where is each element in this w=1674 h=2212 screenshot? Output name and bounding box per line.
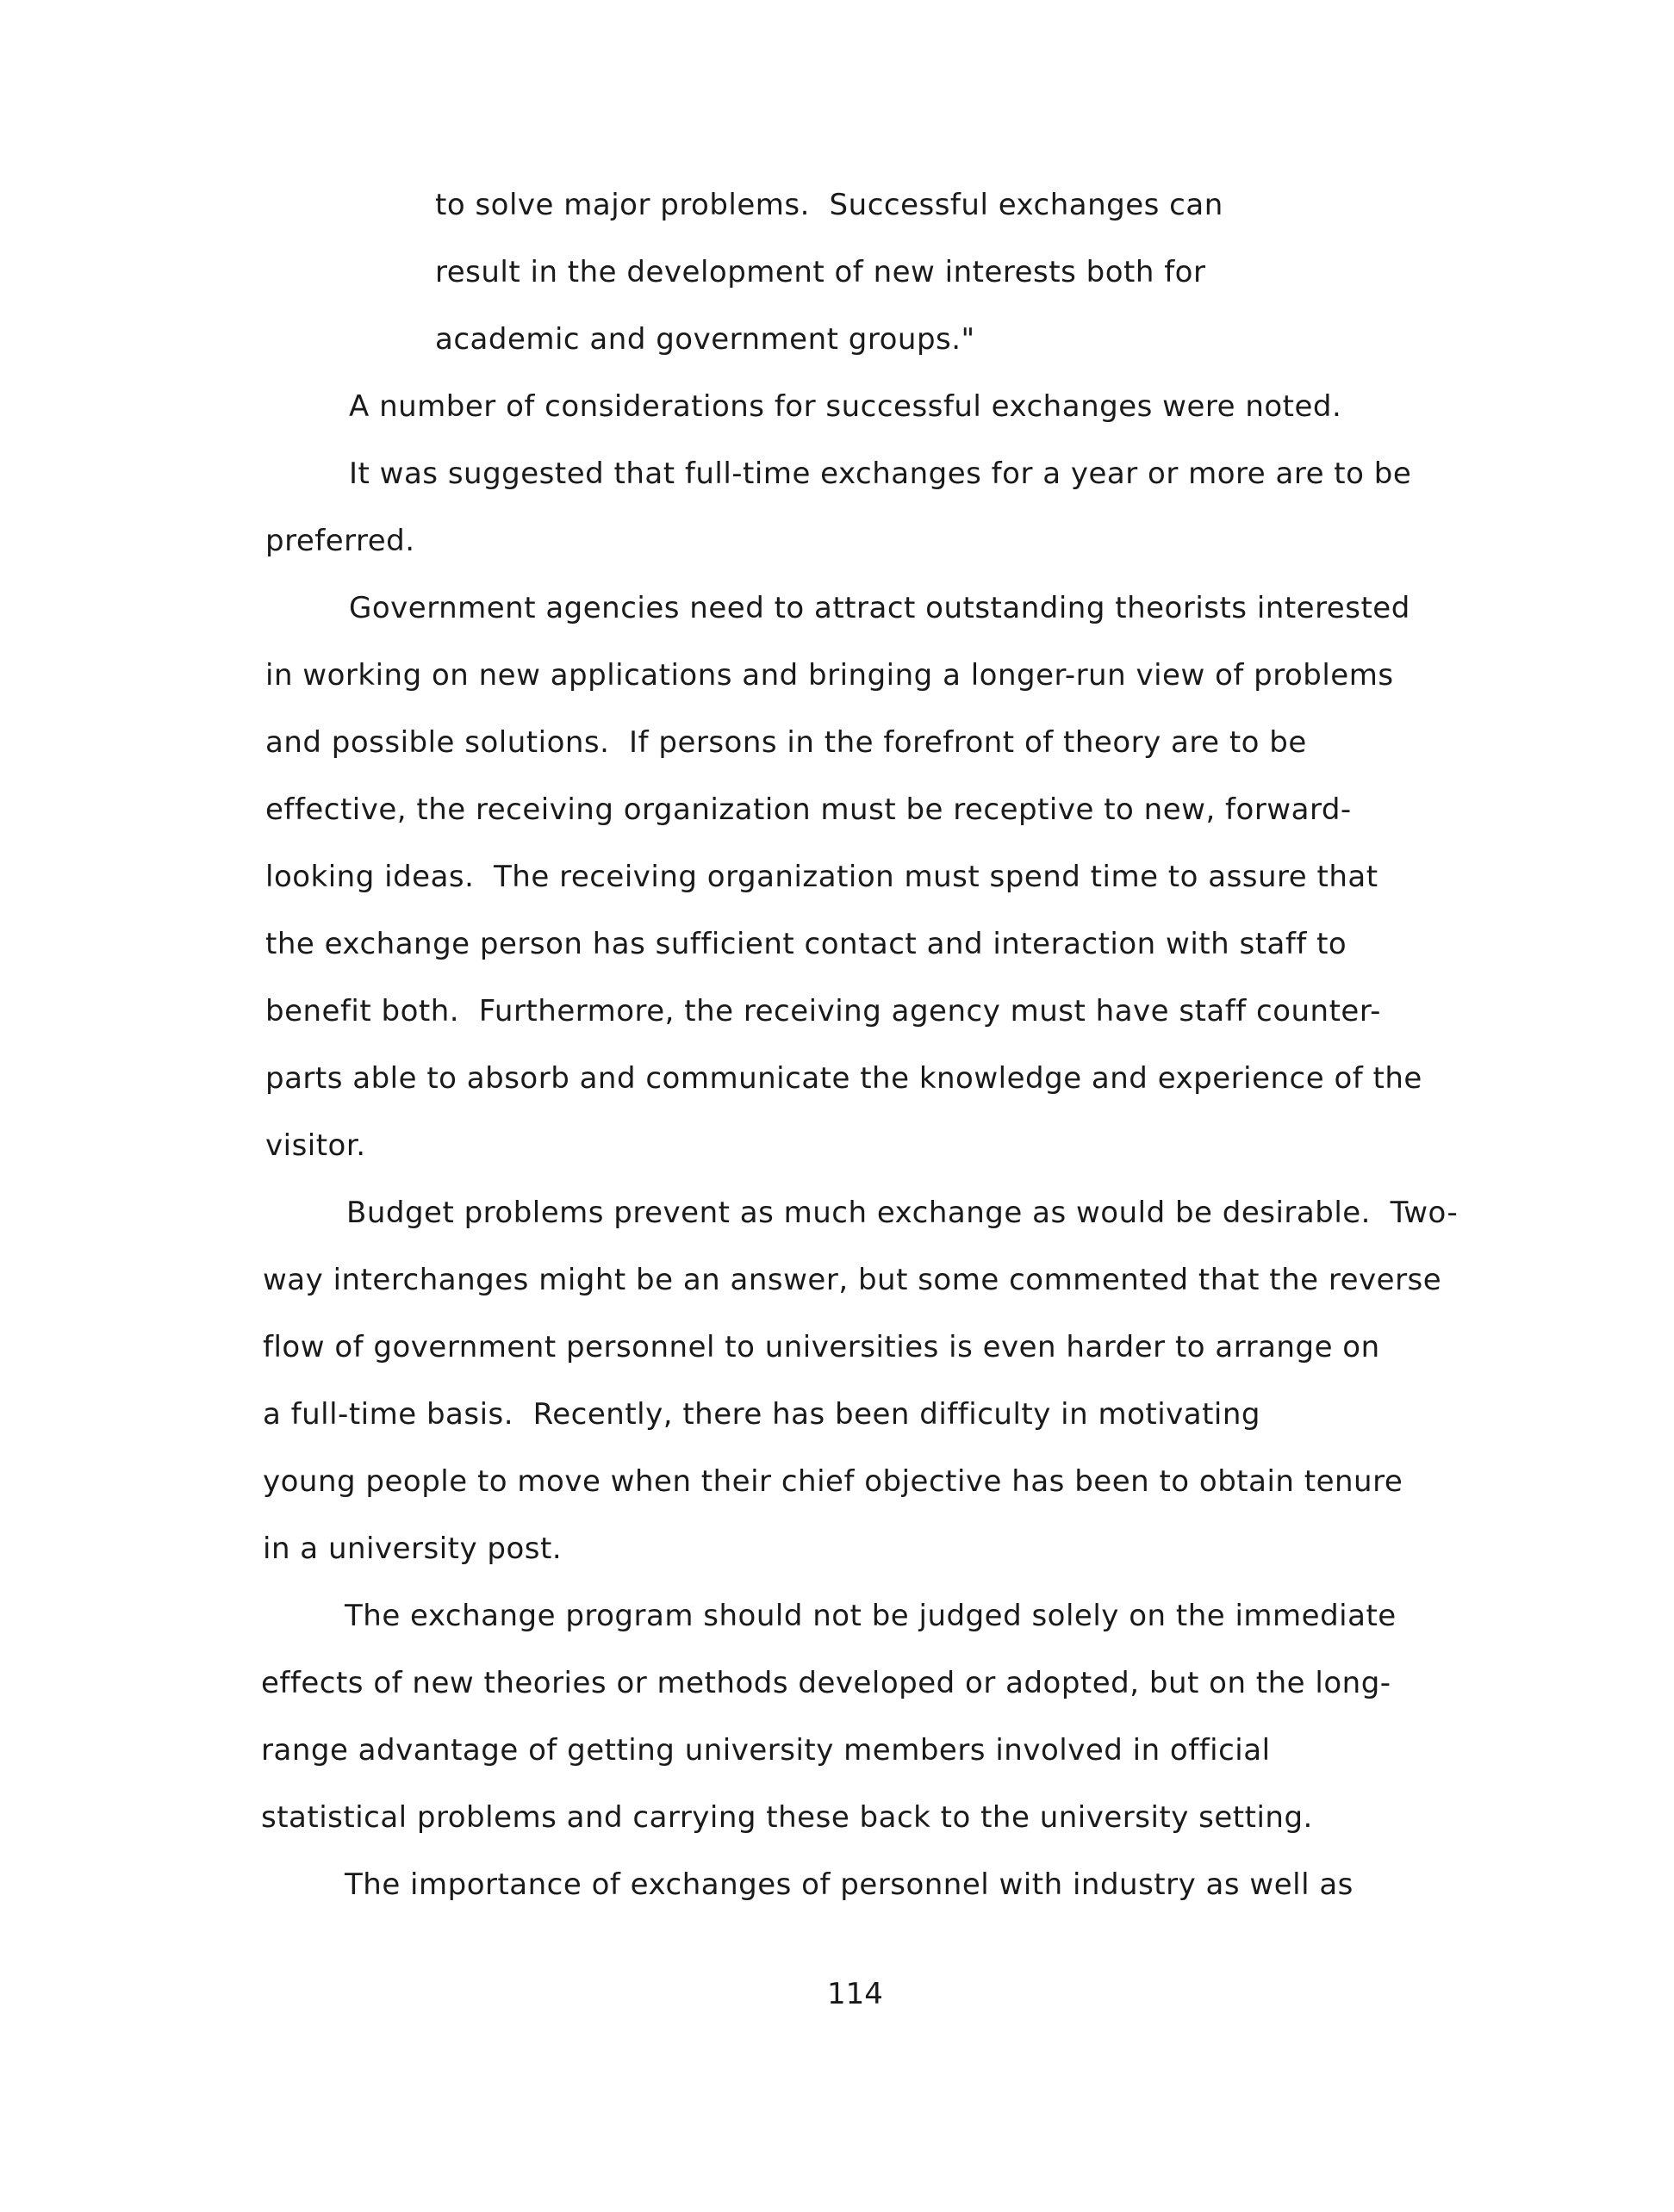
paragraph-line: visitor. [265,1128,366,1163]
page-number: 114 [827,1977,883,2011]
paragraph-line: a full-time basis. Recently, there has been difficulty in motivating [263,1397,1261,1432]
paragraph-line: benefit both. Furthermore, the receiving agency must have staff counter- [265,994,1381,1028]
paragraph-line: effects of new theories or methods developed or adopted, but on the long- [261,1666,1391,1700]
paragraph-line: effective, the receiving organization must be receptive to new, forward- [265,792,1352,827]
paragraph-line: A number of considerations for successful exchanges were noted. [349,389,1342,424]
paragraph-line: way interchanges might be an answer, but some commented that the reverse [263,1263,1442,1297]
paragraph-line: The exchange program should not be judged solely on the immediate [345,1599,1397,1633]
paragraph-line: in working on new applications and bringing a longer-run view of problems [265,658,1394,693]
paragraph-line: young people to move when their chief objective has been to obtain tenure [263,1464,1403,1499]
quote-line: academic and government groups." [435,322,975,357]
paragraph-line: preferred. [265,524,415,558]
paragraph-line: in a university post. [263,1532,563,1566]
paragraph-line: statistical problems and carrying these back to the university setting. [261,1800,1313,1835]
paragraph-line: range advantage of getting university members involved in official [261,1733,1271,1768]
paragraph-line: It was suggested that full-time exchanges for a year or more are to be [349,457,1412,491]
paragraph-line: Government agencies need to attract outstanding theorists interested [349,591,1410,625]
paragraph-line: Budget problems prevent as much exchange as would be desirable. Two- [346,1196,1459,1230]
quote-line: to solve major problems. Successful exchanges can [435,188,1223,222]
paragraph-line: looking ideas. The receiving organization must spend time to assure that [265,860,1378,894]
paragraph-line: The importance of exchanges of personnel with industry as well as [345,1867,1354,1902]
paragraph-line: the exchange person has sufficient contact and interaction with staff to [265,927,1347,961]
paragraph-line: and possible solutions. If persons in the forefront of theory are to be [265,725,1307,760]
quote-line: result in the development of new interests both for [435,255,1206,289]
paragraph-line: flow of government personnel to universities is even harder to arrange on [263,1330,1380,1364]
paragraph-line: parts able to absorb and communicate the knowledge and experience of the [265,1061,1422,1096]
